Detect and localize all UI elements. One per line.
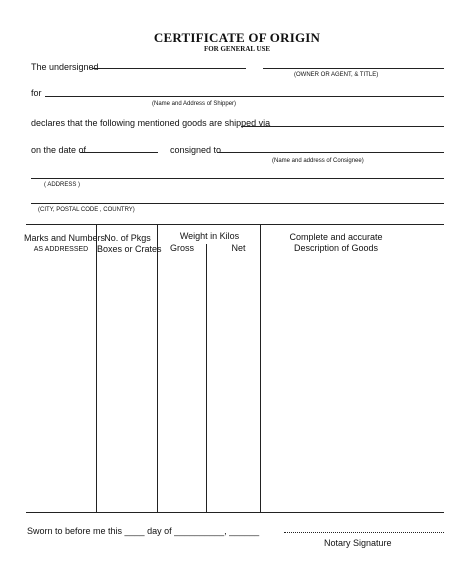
col-description-header — [261, 232, 411, 254]
table-divider-weight — [206, 244, 207, 512]
col-pkgs-title: No. of Pkgs — [104, 233, 151, 243]
col-net-header: Net — [231, 243, 246, 253]
col-description-title: Complete and accurate — [289, 232, 383, 242]
consignee-field[interactable] — [217, 152, 444, 153]
table-divider-2 — [157, 225, 158, 512]
table-divider-3 — [260, 225, 261, 512]
col-marks-subtitle: AS ADDRESSED — [33, 246, 89, 253]
col-description-subtitle: Description of Goods — [293, 243, 379, 253]
consignee-caption: (Name and address of Consignee) — [272, 158, 364, 164]
consigned-label: consigned to — [170, 145, 222, 155]
notary-signature-label: Notary Signature — [324, 538, 392, 548]
table-divider-1 — [96, 225, 97, 512]
city-caption: (CITY, POSTAL CODE , COUNTRY) — [38, 207, 135, 213]
city-field[interactable] — [31, 203, 444, 204]
address-field[interactable] — [31, 178, 444, 179]
shipped-via-field[interactable] — [241, 126, 444, 127]
undersigned-label: The undersigned — [31, 62, 99, 72]
address-caption: ( ADDRESS ) — [44, 182, 81, 188]
col-gross-header: Gross — [169, 243, 194, 253]
col-marks-title: Marks and Numbers — [24, 233, 106, 243]
table-top-border — [26, 224, 444, 225]
declares-label: declares that the following mentioned goods are shipped via — [31, 118, 271, 128]
col-pkgs-header — [97, 233, 162, 255]
col-pkgs-subtitle: Boxes or Crates — [97, 244, 162, 254]
document-title: CERTIFICATE OF ORIGIN — [153, 30, 321, 45]
shipper-caption: (Name and Address of Shipper) — [152, 101, 237, 107]
date-label: on the date of — [31, 145, 87, 155]
col-marks-header — [24, 233, 106, 255]
undersigned-field[interactable] — [92, 68, 246, 69]
for-label: for — [31, 88, 42, 98]
sworn-statement: Sworn to before me this ____ day of __________, ______ — [27, 526, 260, 536]
owner-caption: (OWNER OR AGENT, & TITLE) — [294, 72, 379, 78]
col-weight-header: Weight in Kilos — [179, 231, 240, 241]
owner-field[interactable] — [263, 68, 444, 69]
table-bottom-border — [26, 512, 444, 513]
notary-signature-field[interactable] — [284, 532, 444, 533]
shipper-field[interactable] — [45, 96, 444, 97]
document-subtitle: FOR GENERAL USE — [203, 45, 271, 53]
date-field[interactable] — [80, 152, 158, 153]
